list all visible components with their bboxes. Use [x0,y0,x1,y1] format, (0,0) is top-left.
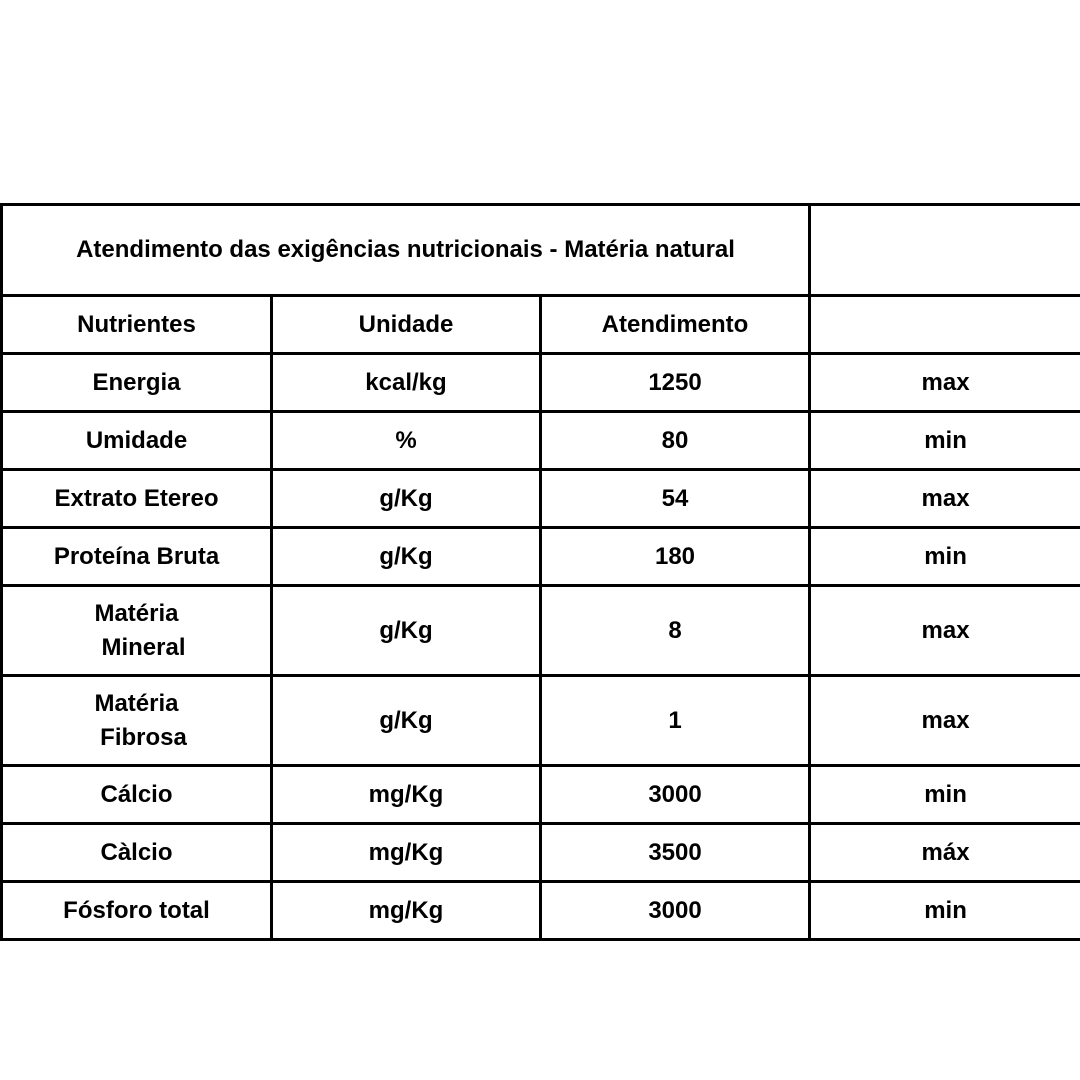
nutrient-cell: Fósforo total [2,882,272,940]
table-row [2,354,1080,412]
nutrient-cell: Extrato Etereo [2,470,272,528]
table-row [2,412,1080,470]
nutrient-label-line2: Mineral [101,633,186,661]
nutrient-cell: Cálcio [2,766,272,824]
value-cell: 180 [541,528,810,586]
table-row [2,586,1080,676]
unit-cell: g/Kg [272,528,541,586]
nutrient-cell [2,676,272,766]
value-cell: 1250 [541,354,810,412]
unit-cell: g/Kg [272,586,541,676]
unit-cell: g/Kg [272,470,541,528]
nutrient-cell: Energia [2,354,272,412]
unit-cell: g/Kg [272,676,541,766]
nutrition-table-container [0,203,1080,941]
header-empty-cell [810,296,1080,354]
value-cell: 80 [541,412,810,470]
unit-cell: mg/Kg [272,824,541,882]
nutrient-two-line-label [87,597,185,665]
table-row [2,470,1080,528]
limit-cell: max [810,354,1080,412]
nutrient-two-line-label [86,687,187,755]
nutrient-label-line1: Matéria [94,689,179,717]
nutrient-cell [2,586,272,676]
table-row [2,824,1080,882]
nutrient-label-line2: Fibrosa [100,723,187,751]
value-cell: 3000 [541,766,810,824]
table-row [2,882,1080,940]
table-title-row [2,205,1080,296]
value-cell: 54 [541,470,810,528]
value-cell: 8 [541,586,810,676]
limit-cell: max [810,470,1080,528]
limit-cell: min [810,882,1080,940]
table-title: Atendimento das exigências nutricionais - Matéria natural [2,205,810,296]
limit-cell: max [810,676,1080,766]
unit-cell: kcal/kg [272,354,541,412]
table-row [2,676,1080,766]
table-row [2,766,1080,824]
limit-cell: máx [810,824,1080,882]
unit-cell: % [272,412,541,470]
limit-cell: min [810,528,1080,586]
table-header-row [2,296,1080,354]
table-row [2,528,1080,586]
value-cell: 3500 [541,824,810,882]
nutrient-cell: Càlcio [2,824,272,882]
nutrient-label-line1: Matéria [94,599,179,627]
nutrient-cell: Umidade [2,412,272,470]
unit-cell: mg/Kg [272,766,541,824]
nutrient-cell: Proteína Bruta [2,528,272,586]
nutrition-requirements-table [0,203,1080,941]
unit-cell: mg/Kg [272,882,541,940]
limit-cell: min [810,412,1080,470]
header-atendimento: Atendimento [541,296,810,354]
header-nutrientes: Nutrientes [2,296,272,354]
header-unidade: Unidade [272,296,541,354]
limit-cell: min [810,766,1080,824]
limit-cell: max [810,586,1080,676]
value-cell: 1 [541,676,810,766]
title-empty-cell [810,205,1080,296]
value-cell: 3000 [541,882,810,940]
